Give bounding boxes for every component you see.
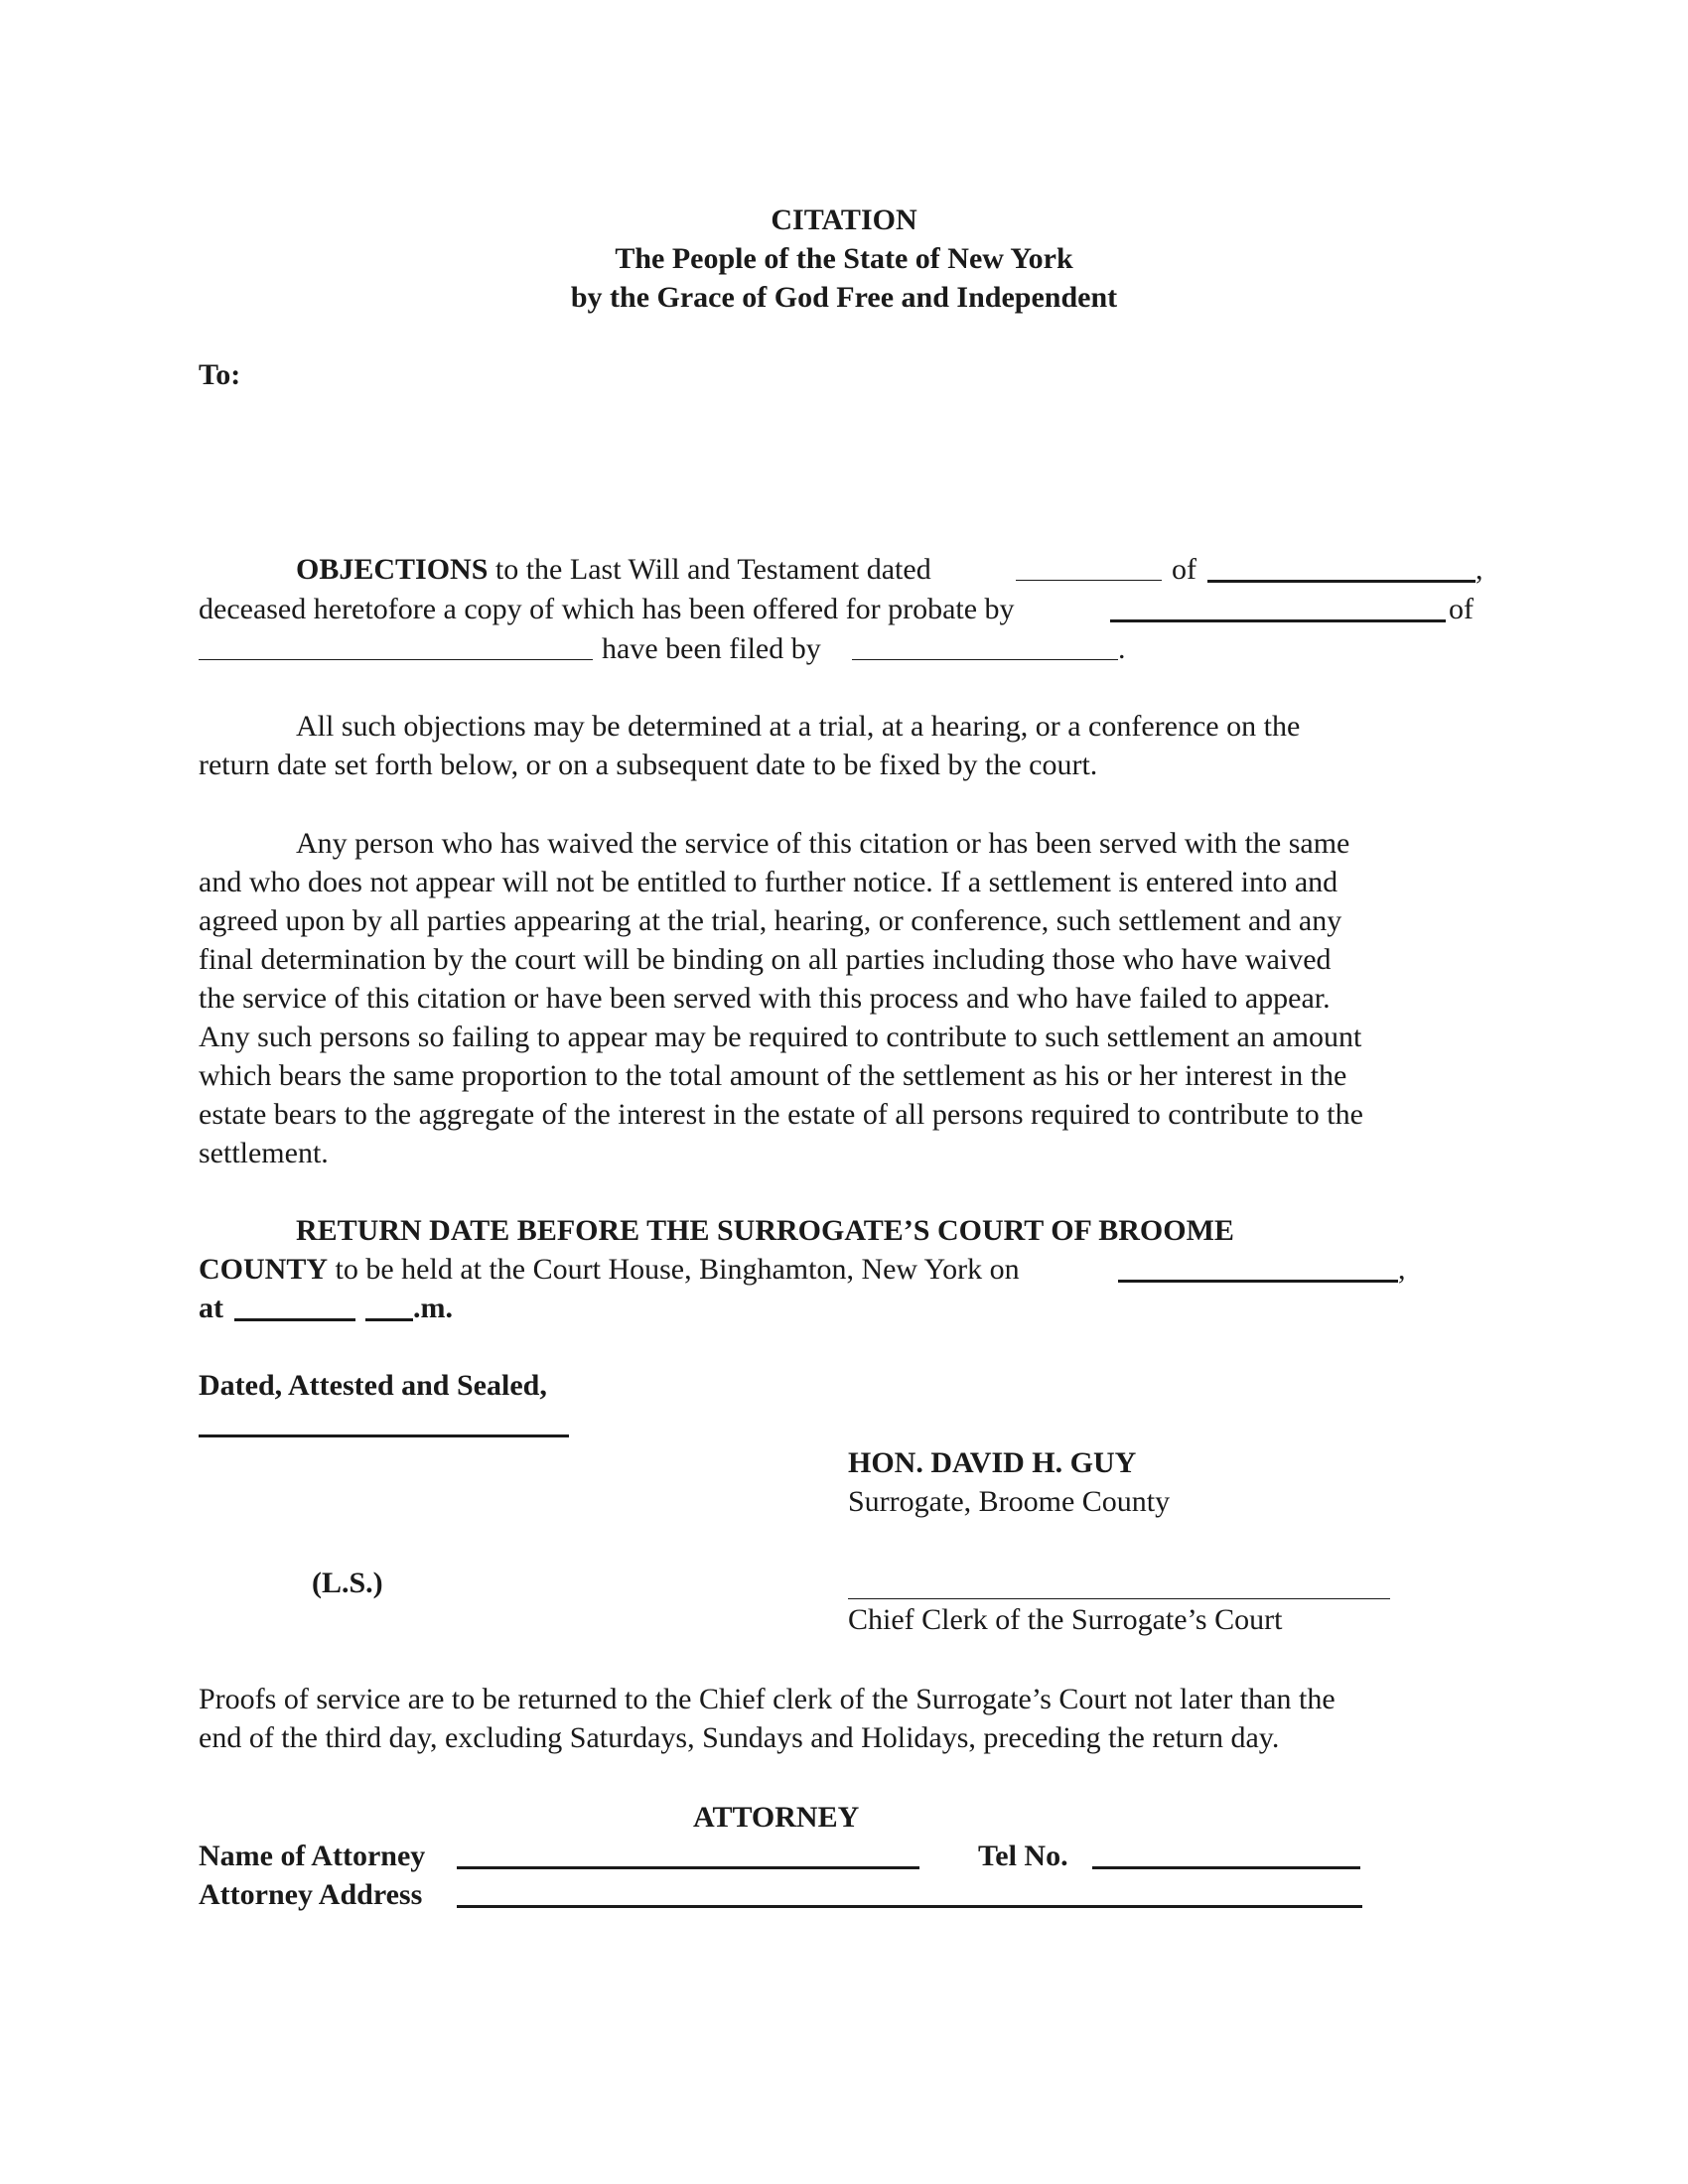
objections-period: . xyxy=(1118,632,1126,665)
trial-para-line-1: All such objections may be determined at a trial, at a hearing, or a conference on the xyxy=(296,710,1301,743)
attorney-name-label: Name of Attorney xyxy=(199,1840,426,1872)
waiver-para-line-9: settlement. xyxy=(199,1137,329,1169)
attorney-address-blank[interactable] xyxy=(457,1905,1362,1908)
attorney-tel-blank[interactable] xyxy=(1092,1866,1360,1869)
clerk-title: Chief Clerk of the Surrogate’s Court xyxy=(848,1603,1283,1636)
objections-filed-by: have been filed by xyxy=(602,632,821,665)
objections-of-1: of xyxy=(1172,553,1196,586)
objections-text-1: to the Last Will and Testament dated xyxy=(494,553,931,586)
document-title: CITATION xyxy=(771,204,917,236)
judge-name: HON. DAVID H. GUY xyxy=(848,1446,1137,1479)
return-date-line-2 xyxy=(199,1250,1020,1289)
waiver-para-line-8: estate bears to the aggregate of the interest in the estate of all persons required to contribute to the xyxy=(199,1098,1363,1131)
dated-signature-line[interactable] xyxy=(199,1434,569,1437)
to-label: To: xyxy=(199,358,241,391)
waiver-para-line-7: which bears the same proportion to the total amount of the settlement as his or her interest in the xyxy=(199,1059,1347,1092)
return-time-m: .m. xyxy=(413,1292,453,1324)
header-line-1: The People of the State of New York xyxy=(615,242,1073,275)
seal-label: (L.S.) xyxy=(312,1567,383,1599)
will-date-blank[interactable] xyxy=(1016,580,1162,581)
return-ampm-blank[interactable] xyxy=(365,1318,413,1321)
waiver-para-line-5: the service of this citation or have been served with this process and who have failed to appear. xyxy=(199,982,1331,1015)
attorney-heading: ATTORNEY xyxy=(693,1801,860,1834)
return-date-heading: RETURN DATE BEFORE THE SURROGATE’S COURT OF BROOME xyxy=(296,1214,1234,1247)
dated-attested-sealed: Dated, Attested and Sealed, xyxy=(199,1369,547,1402)
proofs-line-2: end of the third day, excluding Saturdays, Sundays and Holidays, preceding the return day. xyxy=(199,1721,1280,1754)
waiver-para-line-1: Any person who has waived the service of this citation or has been served with the same xyxy=(296,827,1350,860)
proponent-address-blank[interactable] xyxy=(199,659,593,660)
return-date-text: to be held at the Court House, Binghamton, New York on xyxy=(335,1253,1020,1286)
return-date-blank[interactable] xyxy=(1118,1280,1398,1283)
waiver-para-line-3: agreed upon by all parties appearing at the trial, hearing, or conference, such settlement and any xyxy=(199,904,1342,937)
objections-lead: OBJECTIONS xyxy=(296,553,489,586)
objections-line-1 xyxy=(296,550,931,589)
attorney-tel-label: Tel No. xyxy=(978,1840,1068,1872)
objections-of-2: of xyxy=(1449,593,1474,625)
header-line-2: by the Grace of God Free and Independent xyxy=(570,281,1118,314)
objections-comma: , xyxy=(1476,553,1483,586)
attorney-name-blank[interactable] xyxy=(457,1866,919,1869)
return-time-at: at xyxy=(199,1292,223,1324)
proofs-line-1: Proofs of service are to be returned to the Chief clerk of the Surrogate’s Court not later than the xyxy=(199,1683,1336,1715)
objections-line-2: deceased heretofore a copy of which has been offered for probate by xyxy=(199,593,1015,625)
proponent-name-blank[interactable] xyxy=(1110,619,1446,622)
waiver-para-line-4: final determination by the court will be binding on all parties including those who have waived xyxy=(199,943,1332,976)
judge-title: Surrogate, Broome County xyxy=(848,1485,1171,1518)
waiver-para-line-2: and who does not appear will not be entitled to further notice. If a settlement is entered into and xyxy=(199,866,1338,898)
trial-para-line-2: return date set forth below, or on a subsequent date to be fixed by the court. xyxy=(199,749,1098,781)
decedent-name-blank[interactable] xyxy=(1207,580,1476,583)
return-date-comma: , xyxy=(1398,1253,1406,1286)
attorney-address-label: Attorney Address xyxy=(199,1878,423,1911)
waiver-para-line-6: Any such persons so failing to appear may be required to contribute to such settlement an amount xyxy=(199,1021,1362,1053)
return-date-county: COUNTY xyxy=(199,1253,329,1286)
return-time-blank[interactable] xyxy=(234,1318,355,1321)
clerk-signature-line[interactable] xyxy=(848,1598,1390,1599)
objectant-name-blank[interactable] xyxy=(852,659,1118,660)
